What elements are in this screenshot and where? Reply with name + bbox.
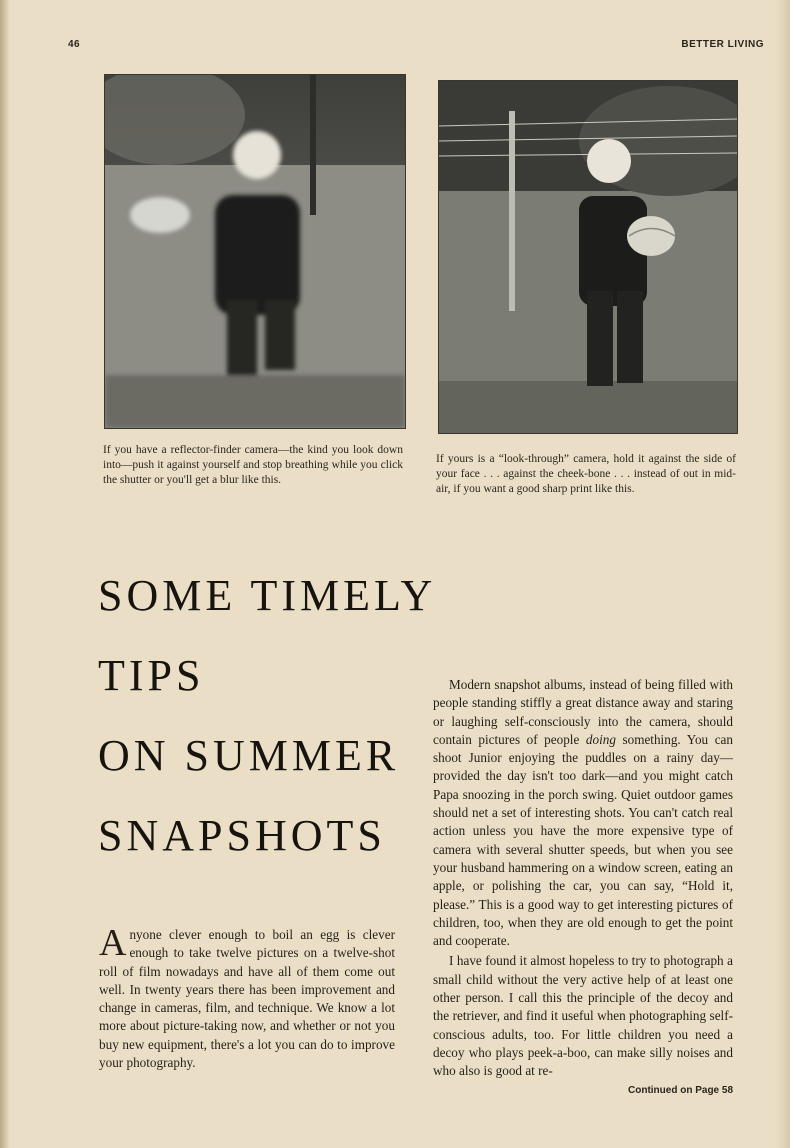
body-text: Modern snapshot albums, instead of being filled with people standing stiffly a great distance away and staring or laughing self-consciously into the camera, should contain pictures of people <box>433 677 733 747</box>
caption-left: If you have a reflector-finder camera—the kind you look down into—push it against yourself and stop breathing while you click the shutter or you'll get a blur like this. <box>103 444 403 486</box>
body-emphasis: doing <box>585 731 616 747</box>
intro-text: nyone clever enough to boil an egg is clever enough to take twelve pictures on a twelve-shot roll of film nowadays and have all of them come out well. In twenty years there has been improvement and change in cameras, film, and technique. We know a lot more about picture-taking now, and whether or not you buy new equipment, there's a lot you can do to improve your photography. <box>99 927 395 1071</box>
page-number: 46 <box>68 39 81 50</box>
photo-blurred-child <box>104 74 406 429</box>
body-column-left <box>99 922 395 1072</box>
intro-paragraph <box>99 922 395 1072</box>
body-paragraph: I have found it almost hopeless to try to photograph a small child without the very active help of at least one other person. I call this the principle of the decoy and the retriever, and find it useful when photographing self-conscious adults, too. For little children you need a decoy who plays peek-a-boo, can make silly noises and who also is good at re- <box>433 953 733 1079</box>
photo-sharp-child <box>438 80 738 434</box>
page-binding-edge <box>0 0 10 1148</box>
headline-line: ON SUMMER <box>98 731 400 780</box>
section-header: BETTER LIVING <box>681 39 764 50</box>
body-text: something. You can shoot Junior enjoying the puddles on a rainy day—provided the day isn't too dark—and you might catch Papa snoozing in the porch swing. Quiet outdoor games should net a set of interesting shots. You can't catch real action unless you have the more expensive type of camera with several shutter speeds, but when you see your husband hammering on a window screen, eating an apple, or polishing the car, you can say, “Hold it, please.” This is a good way to get interesting pictures of children, too, when they are old enough to get the point and cooperate. <box>433 731 733 949</box>
body-column-right <box>433 676 733 1081</box>
headline-line: SNAPSHOTS <box>98 811 386 860</box>
headline-line: TIPS <box>98 651 205 700</box>
headline-line: SOME TIMELY <box>98 571 437 620</box>
article-headline <box>98 556 478 876</box>
continued-note: Continued on Page 58 <box>628 1085 734 1096</box>
caption-right: If yours is a “look-through” camera, hold it against the side of your face . . . against the cheek-bone . . . instead of out in mid-air, if you want a good sharp print like this. <box>436 453 736 495</box>
page-right-shadow <box>776 0 790 1148</box>
drop-cap: A <box>99 922 127 964</box>
body-paragraph <box>433 676 733 950</box>
